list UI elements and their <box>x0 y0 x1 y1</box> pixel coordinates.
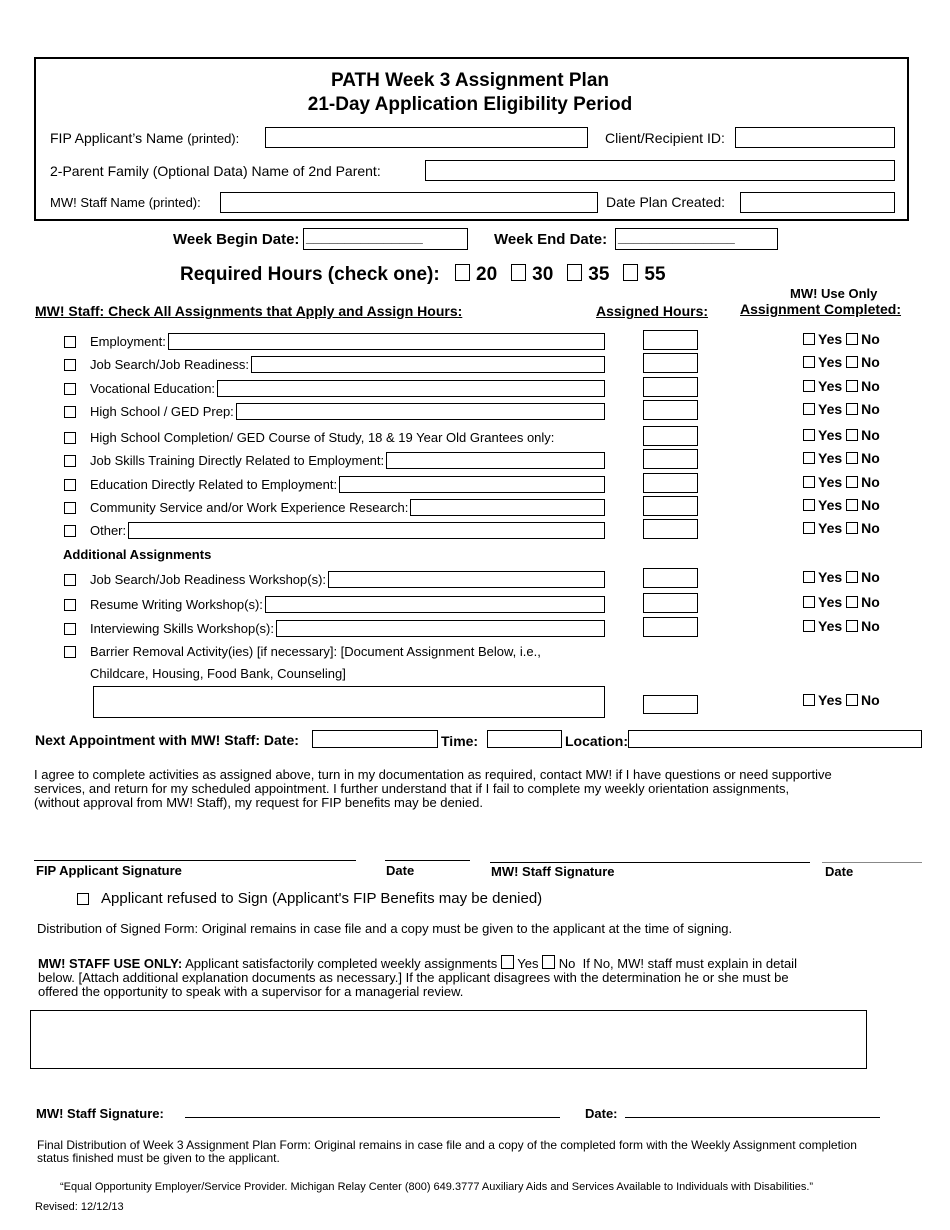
no-checkbox[interactable] <box>846 429 858 441</box>
assignment-label: Resume Writing Workshop(s): <box>90 597 263 612</box>
no-label: No <box>861 378 880 394</box>
assignment-completed <box>803 354 880 370</box>
no-checkbox[interactable] <box>846 380 858 392</box>
assignment-checkbox[interactable] <box>64 574 76 586</box>
no-checkbox[interactable] <box>846 476 858 488</box>
final-staff-signature-label: MW! Staff Signature: <box>36 1106 164 1121</box>
yes-checkbox[interactable] <box>803 499 815 511</box>
assignment-input[interactable] <box>251 356 605 373</box>
assignment-completed <box>803 520 880 536</box>
yes-label: Yes <box>818 331 843 347</box>
barrier-input[interactable] <box>93 686 605 718</box>
assignment-label: High School Completion/ GED Course of Study, 18 & 19 Year Old Grantees only: <box>90 430 555 445</box>
week-end-input[interactable]: _______________ <box>615 228 778 250</box>
assignment-checkbox[interactable] <box>64 479 76 491</box>
no-checkbox[interactable] <box>846 694 858 706</box>
assignment-input[interactable] <box>128 522 605 539</box>
no-checkbox[interactable] <box>846 620 858 632</box>
appointment-date-input[interactable] <box>312 730 438 748</box>
completed-yes-label: Yes <box>517 956 539 971</box>
assignment-input[interactable] <box>410 499 605 516</box>
assignment-input[interactable] <box>386 452 605 469</box>
date-created-input[interactable] <box>740 192 895 213</box>
assignment-checkbox[interactable] <box>64 406 76 418</box>
completed-no-checkbox[interactable] <box>542 955 555 969</box>
assigned-hours-input[interactable] <box>643 353 698 373</box>
hours-30-checkbox[interactable] <box>511 264 526 281</box>
second-parent-input[interactable] <box>425 160 895 181</box>
yes-checkbox[interactable] <box>803 596 815 608</box>
no-checkbox[interactable] <box>846 452 858 464</box>
hours-35-checkbox[interactable] <box>567 264 582 281</box>
assigned-hours-input[interactable] <box>643 449 698 469</box>
assignment-completed <box>803 497 880 513</box>
assignment-input[interactable] <box>328 571 605 588</box>
no-label: No <box>861 569 880 585</box>
assignment-input[interactable] <box>236 403 605 420</box>
applicant-date-label: Date <box>386 863 415 878</box>
staff-name-input[interactable] <box>220 192 598 213</box>
appointment-time-input[interactable] <box>487 730 562 748</box>
assignment-label: Job Search/Job Readiness Workshop(s): <box>90 572 327 587</box>
appointment-location-label: Location: <box>565 733 628 749</box>
yes-label: Yes <box>818 520 843 536</box>
applicant-name-suffix: (printed): <box>187 131 240 146</box>
next-appointment-label: Next Appointment with MW! Staff: Date: <box>35 732 299 748</box>
no-checkbox[interactable] <box>846 356 858 368</box>
barrier-completed <box>803 692 880 708</box>
assignment-completed <box>803 618 880 634</box>
no-checkbox[interactable] <box>846 522 858 534</box>
form-subtitle: 21-Day Application Eligibility Period <box>307 94 633 115</box>
week-begin-label: Week Begin Date: <box>173 231 300 248</box>
no-label: No <box>861 474 880 490</box>
final-date-label: Date: <box>585 1106 618 1121</box>
yes-checkbox[interactable] <box>803 333 815 345</box>
assigned-hours-input[interactable] <box>643 377 698 397</box>
assignment-label: Job Skills Training Directly Related to Employment: <box>90 453 385 468</box>
yes-label: Yes <box>818 692 843 708</box>
hours-35-label: 35 <box>588 264 610 285</box>
assignment-completed <box>803 427 880 443</box>
no-label: No <box>861 520 880 536</box>
yes-checkbox[interactable] <box>803 522 815 534</box>
applicant-name-input[interactable] <box>265 127 588 148</box>
final-date-line[interactable] <box>625 1117 880 1118</box>
no-label: No <box>861 692 880 708</box>
week-begin-input[interactable]: _______________ <box>303 228 468 250</box>
assignment-input[interactable] <box>276 620 605 637</box>
barrier-label: Barrier Removal Activity(ies) [if necessary]: [Document Assignment Below, i.e., <box>90 644 541 659</box>
yes-label: Yes <box>818 354 843 370</box>
required-hours-label: Required Hours (check one): <box>180 264 440 285</box>
yes-label: Yes <box>818 450 843 466</box>
client-id-label: Client/Recipient ID: <box>605 130 725 146</box>
barrier-checkbox[interactable] <box>64 646 76 658</box>
assignment-input[interactable] <box>339 476 605 493</box>
client-id-input[interactable] <box>735 127 895 148</box>
staff-use-label: MW! STAFF USE ONLY: <box>38 956 183 971</box>
assignment-completed <box>803 474 880 490</box>
applicant-name-label <box>50 130 239 146</box>
appointment-location-input[interactable] <box>628 730 922 748</box>
yes-checkbox[interactable] <box>803 620 815 632</box>
yes-checkbox[interactable] <box>803 452 815 464</box>
no-checkbox[interactable] <box>846 571 858 583</box>
assignment-checkbox[interactable] <box>64 502 76 514</box>
no-checkbox[interactable] <box>846 596 858 608</box>
yes-checkbox[interactable] <box>803 571 815 583</box>
yes-label: Yes <box>818 569 843 585</box>
no-label: No <box>861 618 880 634</box>
barrier-hours-input[interactable] <box>643 695 698 714</box>
assignment-label: Vocational Education: <box>90 381 216 396</box>
assignment-input[interactable] <box>168 333 605 350</box>
no-checkbox[interactable] <box>846 499 858 511</box>
staff-signature-label: MW! Staff Signature <box>491 864 615 879</box>
assignment-completed <box>803 450 880 466</box>
explanation-input[interactable] <box>30 1010 867 1069</box>
assignment-checkbox[interactable] <box>64 336 76 348</box>
assigned-hours-input[interactable] <box>643 568 698 588</box>
no-label: No <box>861 331 880 347</box>
staff-date-line[interactable] <box>822 862 922 863</box>
additional-assignments-heading: Additional Assignments <box>63 547 212 562</box>
assigned-hours-input[interactable] <box>643 519 698 539</box>
assigned-hours-input[interactable] <box>643 473 698 493</box>
hours-20-checkbox[interactable] <box>455 264 470 281</box>
assigned-hours-input[interactable] <box>643 426 698 446</box>
completed-no-label: No <box>558 956 576 971</box>
hours-55-checkbox[interactable] <box>623 264 638 281</box>
applicant-date-line[interactable] <box>385 860 470 861</box>
assigned-hours-input[interactable] <box>643 400 698 420</box>
agreement-text: I agree to complete activities as assigned above, turn in my documentation as required, contact MW! if I have questions or need supportive services, and return for my scheduled appointment. I further understand that if I fail to complete my weekly orientation assignments, (without approval from MW! Staff), my request for FIP benefits may be denied. <box>34 767 832 810</box>
applicant-signature-line[interactable] <box>34 860 356 861</box>
no-label: No <box>861 450 880 466</box>
no-checkbox[interactable] <box>846 403 858 415</box>
no-label: No <box>861 427 880 443</box>
applicant-signature-label: FIP Applicant Signature <box>36 863 182 878</box>
assignment-checkbox[interactable] <box>64 525 76 537</box>
assignment-checkbox[interactable] <box>64 359 76 371</box>
assigned-hours-input[interactable] <box>643 330 698 350</box>
staff-use-text3: explain in detail below. [Attach additional explanation documents as necessary.] If the applicant disagrees with the determination he or she must be offered the opportunity to speak with a supervisor for a managerial review. <box>38 956 797 999</box>
assigned-hours-input[interactable] <box>643 593 698 613</box>
staff-instruction-header: MW! Staff: Check All Assignments that Apply and Assign Hours: <box>35 303 463 319</box>
yes-checkbox[interactable] <box>803 356 815 368</box>
yes-label: Yes <box>818 618 843 634</box>
distribution-text: Distribution of Signed Form: Original remains in case file and a copy must be given to the applicant at the time of signing. <box>37 921 733 936</box>
final-distribution-text: Final Distribution of Week 3 Assignment Plan Form: Original remains in case file and a copy of the completed form with the Weekly Assignment completion status finished must be given to the applicant. <box>37 1138 857 1165</box>
assignment-input[interactable] <box>217 380 605 397</box>
refused-checkbox[interactable] <box>77 893 89 905</box>
yes-label: Yes <box>818 427 843 443</box>
no-label: No <box>861 497 880 513</box>
hours-30-label: 30 <box>532 264 554 285</box>
week-end-label: Week End Date: <box>494 231 608 248</box>
assignment-completed <box>803 569 880 585</box>
appointment-time-label: Time: <box>441 733 479 749</box>
yes-label: Yes <box>818 497 843 513</box>
assignment-completed <box>803 594 880 610</box>
assignment-checkbox[interactable] <box>64 599 76 611</box>
assignment-completed-header: Assignment Completed: <box>740 301 902 317</box>
assigned-hours-input[interactable] <box>643 496 698 516</box>
completed-yes-checkbox[interactable] <box>501 955 514 969</box>
required-hours-options <box>455 264 666 286</box>
form-title: PATH Week 3 Assignment Plan <box>330 70 610 91</box>
staff-name-label: MW! Staff Name (printed): <box>50 195 201 210</box>
date-created-label: Date Plan Created: <box>606 194 726 210</box>
staff-date-label: Date <box>825 864 854 879</box>
assignment-completed <box>803 378 880 394</box>
yes-label: Yes <box>818 378 843 394</box>
assignment-checkbox[interactable] <box>64 455 76 467</box>
eoe-statement: “Equal Opportunity Employer/Service Provider. Michigan Relay Center (800) 649.3777 Auxiliary Aids and Services Available to Individuals with Disabilities.” <box>60 1181 814 1193</box>
assignment-label: Other: <box>90 523 127 538</box>
assignment-label: Interviewing Skills Workshop(s): <box>90 621 274 636</box>
assignment-label: Community Service and/or Work Experience Research: <box>90 500 409 515</box>
revised-date: Revised: 12/12/13 <box>35 1201 124 1213</box>
assignment-completed <box>803 331 880 347</box>
staff-signature-line[interactable] <box>490 862 810 863</box>
assignment-completed <box>803 401 880 417</box>
yes-label: Yes <box>818 474 843 490</box>
assigned-hours-input[interactable] <box>643 617 698 637</box>
assignment-input[interactable] <box>265 596 605 613</box>
assignment-label: Employment: <box>90 334 166 349</box>
yes-checkbox[interactable] <box>803 429 815 441</box>
staff-use-text2: If No, MW! staff must <box>582 956 704 971</box>
assigned-hours-header: Assigned Hours: <box>596 303 709 319</box>
refused-label: Applicant refused to Sign (Applicant's FIP Benefits may be denied) <box>101 890 543 907</box>
barrier-examples: Childcare, Housing, Food Bank, Counseling] <box>90 666 346 681</box>
applicant-name-label-text: FIP Applicant’s Name <box>50 130 184 146</box>
yes-checkbox[interactable] <box>803 476 815 488</box>
assignment-label: Job Search/Job Readiness: <box>90 357 249 372</box>
assignment-checkbox[interactable] <box>64 432 76 444</box>
yes-checkbox[interactable] <box>803 403 815 415</box>
mw-use-only-label: MW! Use Only <box>790 286 878 301</box>
assignment-label: High School / GED Prep: <box>90 404 234 419</box>
assignment-checkbox[interactable] <box>64 383 76 395</box>
hours-20-label: 20 <box>476 264 498 285</box>
assignment-checkbox[interactable] <box>64 623 76 635</box>
no-label: No <box>861 401 880 417</box>
assignment-label: Education Directly Related to Employment: <box>90 477 338 492</box>
final-staff-signature-line[interactable] <box>185 1117 560 1118</box>
staff-use-text1: Applicant satisfactorily completed weekly assignments <box>185 956 498 971</box>
no-label: No <box>861 594 880 610</box>
yes-label: Yes <box>818 401 843 417</box>
hours-55-label: 55 <box>644 264 666 285</box>
second-parent-label: 2-Parent Family (Optional Data) Name of 2nd Parent: <box>50 163 381 179</box>
no-label: No <box>861 354 880 370</box>
no-checkbox[interactable] <box>846 333 858 345</box>
staff-use-text <box>38 955 798 999</box>
yes-checkbox[interactable] <box>803 380 815 392</box>
yes-checkbox[interactable] <box>803 694 815 706</box>
yes-label: Yes <box>818 594 843 610</box>
